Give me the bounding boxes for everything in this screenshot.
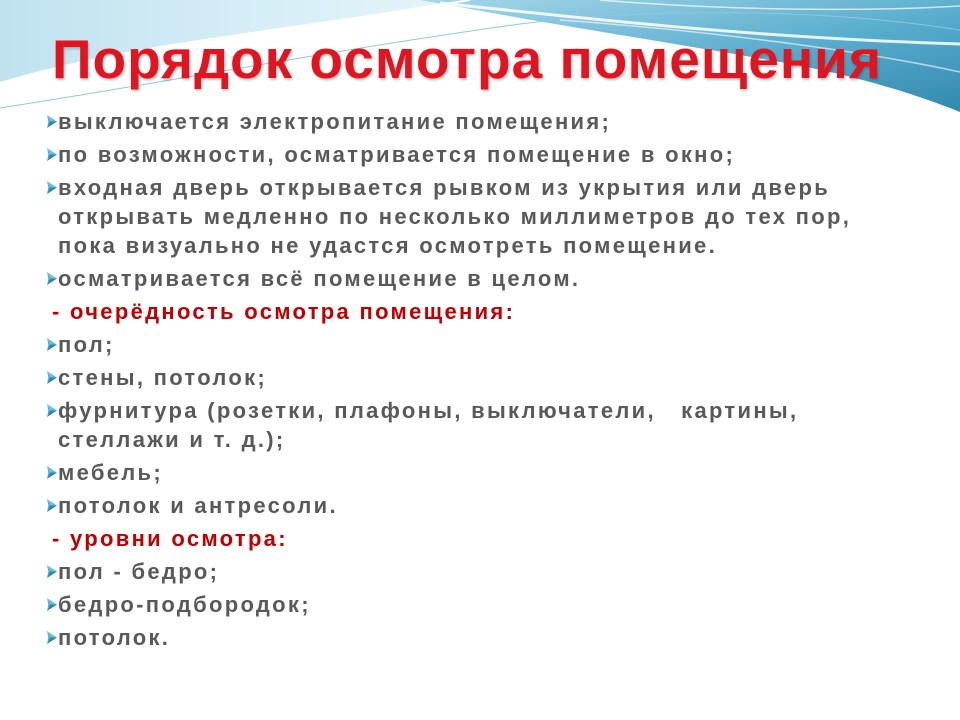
arrow-bullet-icon [47,466,57,479]
list-item [0,396,960,454]
list-item [0,107,960,136]
list-item-text: открывать медленно по несколько миллиметров до тех пор, [58,204,852,229]
list-item-text: выключается электропитание помещения; [58,109,612,134]
arrow-bullet-icon [47,272,57,285]
list-item-text: потолок. [58,625,171,650]
list-item-text: по возможности, осматривается помещение в окно; [58,142,736,167]
list-item [0,557,960,586]
list-item-text: стены, потолок; [58,365,268,390]
list-item [0,363,960,392]
arrow-bullet-icon [47,338,57,351]
list-item [0,458,960,487]
arrow-bullet-icon [47,565,57,578]
section-heading-text: - уровни осмотра: [52,526,288,551]
list-item-text: потолок и антресоли. [58,493,338,518]
arrow-bullet-icon [47,404,57,417]
list-item [0,173,960,260]
list-item-text: бедро-подбородок; [58,592,311,617]
slide-content [0,107,960,656]
arrow-bullet-icon [47,631,57,644]
list-item [0,264,960,293]
list-item-text: пол; [58,332,115,357]
arrow-bullet-icon [47,499,57,512]
section-heading [0,297,960,326]
list-item-text: осматривается всё помещение в целом. [58,266,581,291]
list-item-text: пока визуально не удастся осмотреть помещение. [58,233,718,258]
list-item-text: стеллажи и т. д.); [58,427,286,452]
section-heading [0,524,960,553]
arrow-bullet-icon [47,181,57,194]
list-item [0,330,960,359]
arrow-bullet-icon [47,148,57,161]
slide-title: Порядок осмотра помещения [52,28,882,90]
list-item-text: входная дверь открывается рывком из укрытия или дверь [58,175,831,200]
list-item-text: пол - бедро; [58,559,220,584]
section-heading-text: - очерёдность осмотра помещения: [52,299,516,324]
list-item [0,590,960,619]
list-item-text: фурнитура (розетки, плафоны, выключатели, картины, [58,398,799,423]
arrow-bullet-icon [47,115,57,128]
list-item [0,623,960,652]
list-item-text: мебель; [58,460,163,485]
list-item [0,140,960,169]
arrow-bullet-icon [47,598,57,611]
arrow-bullet-icon [47,371,57,384]
list-item [0,491,960,520]
